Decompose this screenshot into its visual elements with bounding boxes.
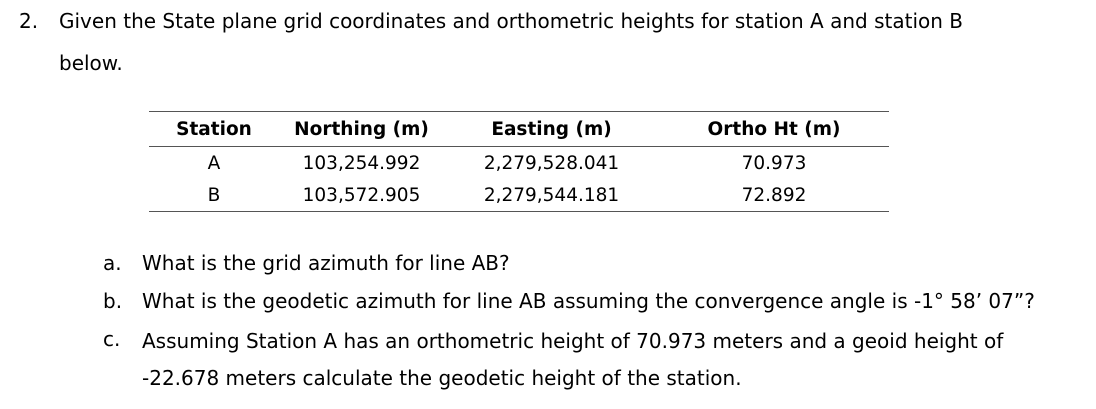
cell-ortho-ht: 70.973 bbox=[741, 152, 807, 174]
cell-ortho-ht: 72.892 bbox=[741, 184, 807, 206]
header-northing: Northing (m) bbox=[294, 118, 429, 140]
subquestion-text: Assuming Station A has an orthometric height of 70.973 meters and a geoid height of -22.678 meters calculate the geodetic height of the station. bbox=[142, 329, 1004, 390]
table-row bbox=[149, 179, 889, 212]
subquestion-b bbox=[103, 285, 1073, 317]
subquestion-c bbox=[103, 323, 1073, 397]
subquestion-marker: a. bbox=[103, 251, 122, 275]
question-intro-line2: below. bbox=[59, 51, 123, 75]
cell-easting: 2,279,528.041 bbox=[483, 152, 620, 174]
subquestion-list bbox=[103, 247, 1073, 403]
question-number: 2. bbox=[19, 9, 39, 33]
header-easting: Easting (m) bbox=[491, 118, 612, 140]
question-intro-line1: Given the State plane grid coordinates and orthometric heights for station A and station B bbox=[59, 9, 963, 33]
table-header-row bbox=[149, 112, 889, 147]
header-ortho-ht: Ortho Ht (m) bbox=[707, 118, 841, 140]
subquestion-a bbox=[103, 247, 1073, 279]
cell-northing: 103,254.992 bbox=[302, 152, 421, 174]
question-intro bbox=[59, 7, 1059, 77]
cell-northing: 103,572.905 bbox=[302, 184, 421, 206]
subquestion-marker: b. bbox=[103, 289, 123, 313]
table-header bbox=[149, 112, 889, 147]
cell-station: B bbox=[207, 184, 221, 206]
subquestion-text: What is the grid azimuth for line AB? bbox=[142, 251, 510, 275]
table-row bbox=[149, 147, 889, 180]
coordinates-table bbox=[149, 111, 889, 212]
subquestion-marker: c. bbox=[103, 327, 121, 351]
header-station: Station bbox=[176, 118, 252, 140]
subquestion-text: What is the geodetic azimuth for line AB assuming the convergence angle is -1° 58’ 07”? bbox=[142, 289, 1035, 313]
table-body bbox=[149, 147, 889, 212]
cell-station: A bbox=[207, 152, 221, 174]
cell-easting: 2,279,544.181 bbox=[483, 184, 620, 206]
